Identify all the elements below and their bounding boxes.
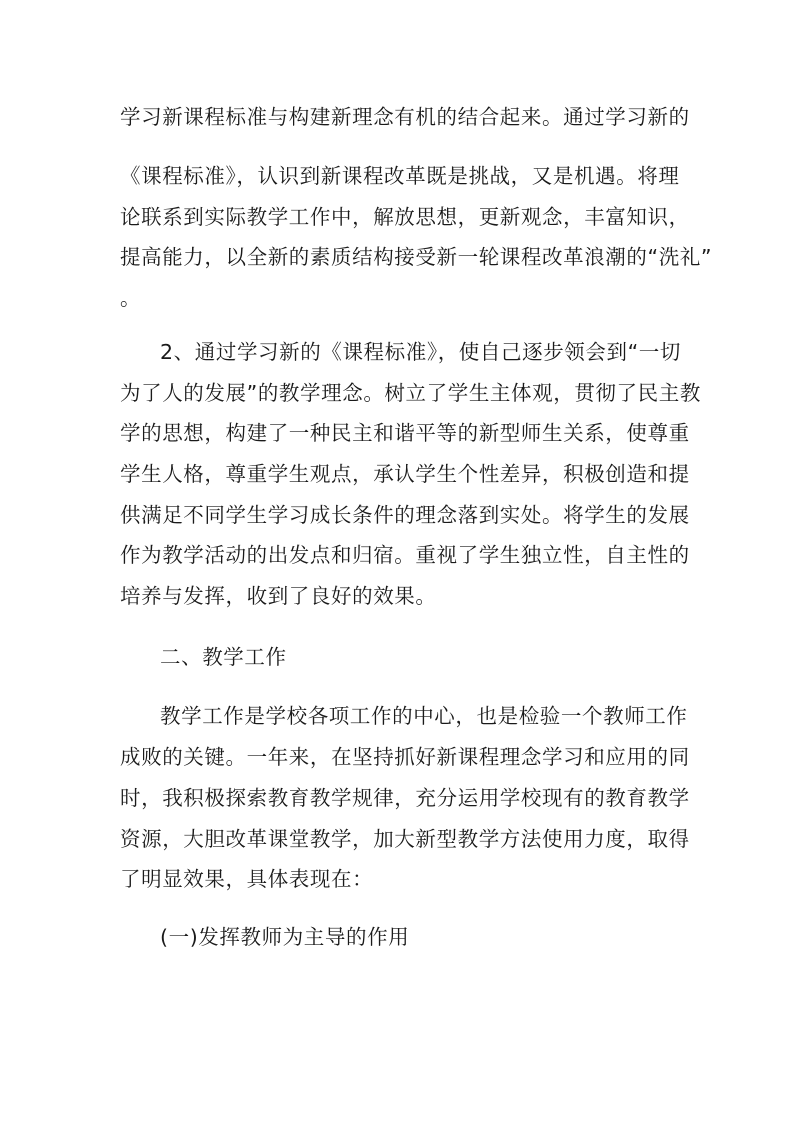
text-line: 论联系到实际教学工作中，解放思想，更新观念，丰富知识， (120, 205, 690, 229)
text-line: 资源，大胆改革课堂教学，加大新型教学方法使用力度，取得 (120, 827, 690, 851)
section-heading: 二、教学工作 (160, 645, 287, 669)
text-line: 学的思想，构建了一种民主和谐平等的新型师生关系，使尊重 (120, 421, 690, 445)
subsection-heading: (一)发挥教师为主导的作用 (160, 925, 410, 949)
text-line: 培养与发挥，收到了良好的效果。 (120, 584, 437, 608)
text-line: 了明显效果，具体表现在： (120, 867, 374, 891)
text-line: 时，我积极探索教育教学规律，充分运用学校现有的教育教学 (120, 786, 690, 810)
text-line: 。 (120, 286, 142, 310)
text-line: 学生人格，尊重学生观点，承认学生个性差异，积极创造和提 (120, 462, 690, 486)
text-line: 成败的关键。一年来，在坚持抓好新课程理念学习和应用的同 (120, 745, 690, 769)
text-line: 《课程标准》，认识到新课程改革既是挑战，又是机遇。将理 (120, 164, 680, 188)
text-line: 提高能力，以全新的素质结构接受新一轮课程改革浪潮的“洗礼” (120, 245, 713, 269)
text-line: 作为教学活动的出发点和归宿。重视了学生独立性，自主性的 (120, 543, 690, 567)
text-line: 为了人的发展”的教学理念。树立了学生主体观，贯彻了民主教 (120, 381, 701, 405)
text-line: 2、通过学习新的《课程标准》，使自己逐步领会到“一切 (160, 340, 682, 364)
text-line: 教学工作是学校各项工作的中心，也是检验一个教师工作 (160, 704, 688, 728)
text-line: 学习新课程标准与构建新理念有机的结合起来。通过学习新的 (120, 105, 690, 129)
text-line: 供满足不同学生学习成长条件的理念落到实处。将学生的发展 (120, 503, 690, 527)
